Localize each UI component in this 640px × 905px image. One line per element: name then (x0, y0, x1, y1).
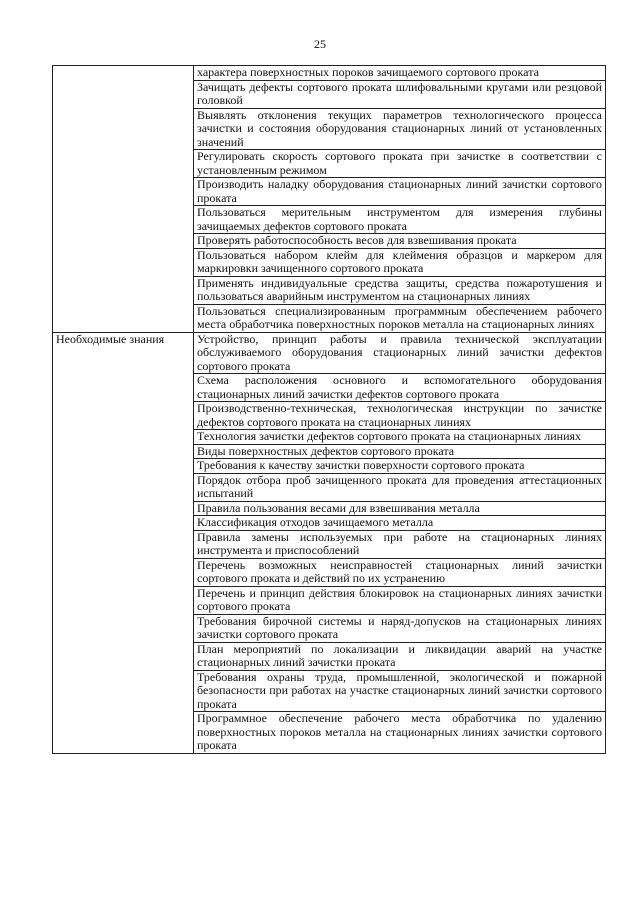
requirement-cell: Технология зачистки дефектов сортового проката на стационарных линиях (194, 430, 606, 445)
requirement-cell: Перечень и принцип действия блокировок на стационарных линиях зачистки сортового проката (194, 586, 606, 614)
requirement-cell: Регулировать скорость сортового проката при зачистке в соответствии с установленным режимом (194, 150, 606, 178)
requirement-cell: Пользоваться мерительным инструментом для измерения глубины зачищаемых дефектов сортового проката (194, 206, 606, 234)
requirement-cell: План мероприятий по локализации и ликвидации аварий на участке стационарных линий зачистки проката (194, 642, 606, 670)
requirement-cell: Зачищать дефекты сортового проката шлифовальными кругами или резцовой головкой (194, 80, 606, 108)
requirement-cell: характера поверхностных пороков зачищаемого сортового проката (194, 66, 606, 81)
requirement-cell: Виды поверхностных дефектов сортового проката (194, 444, 606, 459)
competency-table-body (53, 66, 606, 754)
requirement-cell: Пользоваться набором клейм для клеймения образцов и маркером для маркировки зачищенного сортового проката (194, 248, 606, 276)
requirement-cell: Правила пользования весами для взвешивания металла (194, 501, 606, 516)
requirement-cell: Классификация отходов зачищаемого металла (194, 516, 606, 531)
requirement-cell: Программное обеспечение рабочего места обработчика по удалению поверхностных пороков металла на стационарных линиях зачистки сортового проката (194, 712, 606, 754)
table-row (53, 66, 606, 81)
requirement-cell: Производственно-техническая, технологическая инструкции по зачистке дефектов сортового проката на стационарных линиях (194, 402, 606, 430)
section-label-cell (53, 66, 194, 333)
requirement-cell: Порядок отбора проб зачищенного проката для проведения аттестационных испытаний (194, 473, 606, 501)
requirement-cell: Требования бирочной системы и наряд-допусков на стационарных линиях зачистки сортового проката (194, 614, 606, 642)
requirement-cell: Перечень возможных неисправностей стационарных линий зачистки сортового проката и действий по их устранению (194, 558, 606, 586)
requirement-cell: Проверять работоспособность весов для взвешивания проката (194, 234, 606, 249)
requirement-cell: Выявлять отклонения текущих параметров технологического процесса зачистки и состояния оборудования стационарных линий от установленных значений (194, 108, 606, 150)
page-number: 25 (314, 37, 326, 51)
requirement-cell: Применять индивидуальные средства защиты, средства пожаротушения и пользоваться аварийным инструментом на стационарных линиях (194, 276, 606, 304)
requirement-cell: Устройство, принцип работы и правила технической эксплуатации обслуживаемого оборудования стационарных линий зачистки дефектов сортового проката (194, 332, 606, 374)
table-row (53, 332, 606, 374)
requirement-cell: Требования к качеству зачистки поверхности сортового проката (194, 459, 606, 474)
requirement-cell: Требования охраны труда, промышленной, экологической и пожарной безопасности при работах на участке стационарных линий зачистки сортового проката (194, 670, 606, 712)
requirement-cell: Производить наладку оборудования стационарных линий зачистки сортового проката (194, 178, 606, 206)
section-label-cell: Необходимые знания (53, 332, 194, 753)
requirement-cell: Схема расположения основного и вспомогательного оборудования стационарных линий зачистки дефектов сортового проката (194, 374, 606, 402)
requirement-cell: Правила замены используемых при работе на стационарных линиях инструмента и приспособлений (194, 530, 606, 558)
competency-table (52, 65, 606, 754)
requirement-cell: Пользоваться специализированным программным обеспечением рабочего места обработчика поверхностных пороков металла на стационарных линиях (194, 304, 606, 332)
